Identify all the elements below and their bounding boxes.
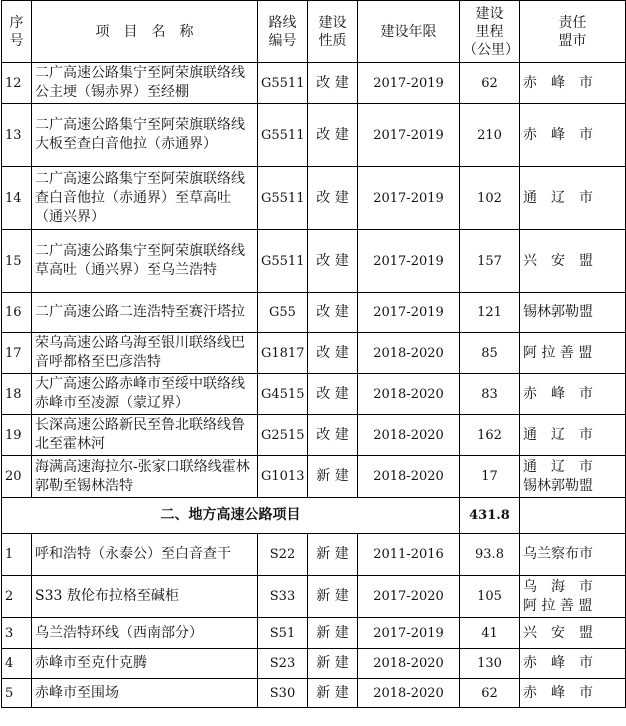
project-name-cell: 海满高速海拉尔-张家口联络线霍林郭勒至锡林浩特 (32, 456, 258, 498)
project-name-cell: 二广高速公路二连浩特至赛汗塔拉 (32, 293, 258, 333)
table-row (2, 333, 626, 374)
table-row (2, 63, 626, 104)
construction-nature-cell: 改 建 (308, 63, 358, 104)
seq-cell: 17 (2, 333, 32, 374)
route-code-cell: S23 (258, 649, 308, 679)
construction-years-cell: 2011-2016 (358, 534, 460, 576)
route-code-cell: G5511 (258, 167, 308, 230)
table-row (2, 679, 626, 708)
responsible-city-cell: 赤 峰 市 (520, 63, 626, 104)
seq-cell: 16 (2, 293, 32, 333)
project-name-cell: 二广高速公路集宁至阿荣旗联络线查白音他拉（赤通界）至草高吐（通兴界） (32, 167, 258, 230)
seq-cell: 5 (2, 679, 32, 708)
mileage-cell: 83 (460, 374, 520, 415)
project-name-cell: 二广高速公路集宁至阿荣旗联络线草高吐（通兴界）至乌兰浩特 (32, 230, 258, 293)
mileage-cell: 41 (460, 618, 520, 649)
route-code-cell: G1013 (258, 456, 308, 498)
responsible-city-cell: 阿 拉 善 盟 (520, 333, 626, 374)
route-code-cell: S22 (258, 534, 308, 576)
mileage-cell: 93.8 (460, 534, 520, 576)
construction-years-cell: 2018-2020 (358, 679, 460, 708)
table-row (2, 534, 626, 576)
seq-cell: 19 (2, 415, 32, 456)
table-row (2, 576, 626, 618)
table-row (2, 230, 626, 293)
seq-cell: 13 (2, 104, 32, 167)
construction-years-cell: 2017-2019 (358, 293, 460, 333)
construction-years-cell: 2017-2019 (358, 230, 460, 293)
table-row (2, 167, 626, 230)
construction-years-cell: 2017-2019 (358, 104, 460, 167)
responsible-city-cell: 赤 峰 市 (520, 104, 626, 167)
mileage-cell: 85 (460, 333, 520, 374)
construction-nature-cell: 新 建 (308, 679, 358, 708)
seq-cell: 12 (2, 63, 32, 104)
seq-cell: 20 (2, 456, 32, 498)
project-name-cell: 乌兰浩特环线（西南部分） (32, 618, 258, 649)
project-name-cell: 大广高速公路赤峰市至绥中联络线赤峰市至凌源（蒙辽界） (32, 374, 258, 415)
seq-cell: 14 (2, 167, 32, 230)
table-row (2, 415, 626, 456)
mileage-cell: 121 (460, 293, 520, 333)
route-code-cell: S51 (258, 618, 308, 649)
header-row (2, 1, 626, 63)
mileage-cell: 157 (460, 230, 520, 293)
table-row (2, 649, 626, 679)
route-code-cell: G5511 (258, 63, 308, 104)
responsible-city-cell: 乌兰察布市 (520, 534, 626, 576)
mileage-cell: 62 (460, 63, 520, 104)
construction-nature-cell: 改 建 (308, 374, 358, 415)
construction-years-cell: 2017-2019 (358, 618, 460, 649)
project-name-cell: 赤峰市至克什克腾 (32, 649, 258, 679)
construction-nature-cell: 改 建 (308, 293, 358, 333)
project-name-cell: 二广高速公路集宁至阿荣旗联络线公主埂（锡赤界）至经棚 (32, 63, 258, 104)
header-years: 建设年限 (358, 1, 460, 63)
responsible-city-cell: 乌 海 市 阿 拉 善 盟 (520, 576, 626, 618)
table-row (2, 374, 626, 415)
header-city: 责任 盟市 (520, 1, 626, 63)
header-code: 路线 编号 (258, 1, 308, 63)
route-code-cell: S33 (258, 576, 308, 618)
header-name: 项 目 名 称 (32, 1, 258, 63)
table-row (2, 618, 626, 649)
construction-years-cell: 2018-2020 (358, 649, 460, 679)
responsible-city-cell: 通 辽 市 (520, 167, 626, 230)
construction-nature-cell: 改 建 (308, 167, 358, 230)
project-name-cell: 荣乌高速公路乌海至银川联络线巴音呼都格至巴彦浩特 (32, 333, 258, 374)
construction-years-cell: 2017-2020 (358, 576, 460, 618)
construction-years-cell: 2018-2020 (358, 374, 460, 415)
construction-years-cell: 2018-2020 (358, 415, 460, 456)
construction-years-cell: 2017-2019 (358, 167, 460, 230)
seq-cell: 1 (2, 534, 32, 576)
responsible-city-cell: 通 辽 市 (520, 415, 626, 456)
table-row (2, 104, 626, 167)
route-code-cell: G4515 (258, 374, 308, 415)
project-name-cell: 呼和浩特（永泰公）至白音查干 (32, 534, 258, 576)
table-row (2, 293, 626, 333)
responsible-city-cell: 兴 安 盟 (520, 230, 626, 293)
construction-nature-cell: 改 建 (308, 104, 358, 167)
responsible-city-cell: 兴 安 盟 (520, 618, 626, 649)
construction-nature-cell: 新 建 (308, 534, 358, 576)
construction-nature-cell: 改 建 (308, 333, 358, 374)
mileage-cell: 62 (460, 679, 520, 708)
mileage-cell: 105 (460, 576, 520, 618)
project-name-cell: 长深高速公路新民至鲁北联络线鲁北至霍林河 (32, 415, 258, 456)
responsible-city-cell: 通 辽 市 锡林郭勒盟 (520, 456, 626, 498)
table-row (2, 456, 626, 498)
seq-cell: 15 (2, 230, 32, 293)
construction-nature-cell: 新 建 (308, 618, 358, 649)
construction-years-cell: 2017-2019 (358, 63, 460, 104)
seq-cell: 3 (2, 618, 32, 649)
seq-cell: 18 (2, 374, 32, 415)
responsible-city-cell: 赤 峰 市 (520, 374, 626, 415)
project-name-cell: 赤峰市至围场 (32, 679, 258, 708)
construction-nature-cell: 改 建 (308, 230, 358, 293)
seq-cell: 2 (2, 576, 32, 618)
responsible-city-cell: 赤 峰 市 (520, 649, 626, 679)
project-name-cell: S33 敖伦布拉格至碱柜 (32, 576, 258, 618)
construction-years-cell: 2018-2020 (358, 456, 460, 498)
mileage-cell: 130 (460, 649, 520, 679)
section-empty-cell (520, 498, 626, 534)
construction-nature-cell: 改 建 (308, 415, 358, 456)
mileage-cell: 210 (460, 104, 520, 167)
construction-nature-cell: 新 建 (308, 576, 358, 618)
route-code-cell: G2515 (258, 415, 308, 456)
header-seq: 序 号 (2, 1, 32, 63)
project-name-cell: 二广高速公路集宁至阿荣旗联络线大板至查白音他拉（赤通界） (32, 104, 258, 167)
section-row (2, 498, 626, 534)
header-mileage: 建设 里程 （公里） (460, 1, 520, 63)
responsible-city-cell: 赤 峰 市 (520, 679, 626, 708)
construction-nature-cell: 新 建 (308, 456, 358, 498)
mileage-cell: 162 (460, 415, 520, 456)
route-code-cell: G1817 (258, 333, 308, 374)
mileage-cell: 102 (460, 167, 520, 230)
header-nature: 建设 性质 (308, 1, 358, 63)
construction-years-cell: 2018-2020 (358, 333, 460, 374)
route-code-cell: S30 (258, 679, 308, 708)
seq-cell: 4 (2, 649, 32, 679)
section-label: 二、地方高速公路项目 (2, 498, 460, 534)
route-code-cell: G5511 (258, 230, 308, 293)
responsible-city-cell: 锡林郭勒盟 (520, 293, 626, 333)
mileage-cell: 17 (460, 456, 520, 498)
route-code-cell: G5511 (258, 104, 308, 167)
project-table (1, 0, 626, 708)
route-code-cell: G55 (258, 293, 308, 333)
construction-nature-cell: 新 建 (308, 649, 358, 679)
section-mileage: 431.8 (460, 498, 520, 534)
